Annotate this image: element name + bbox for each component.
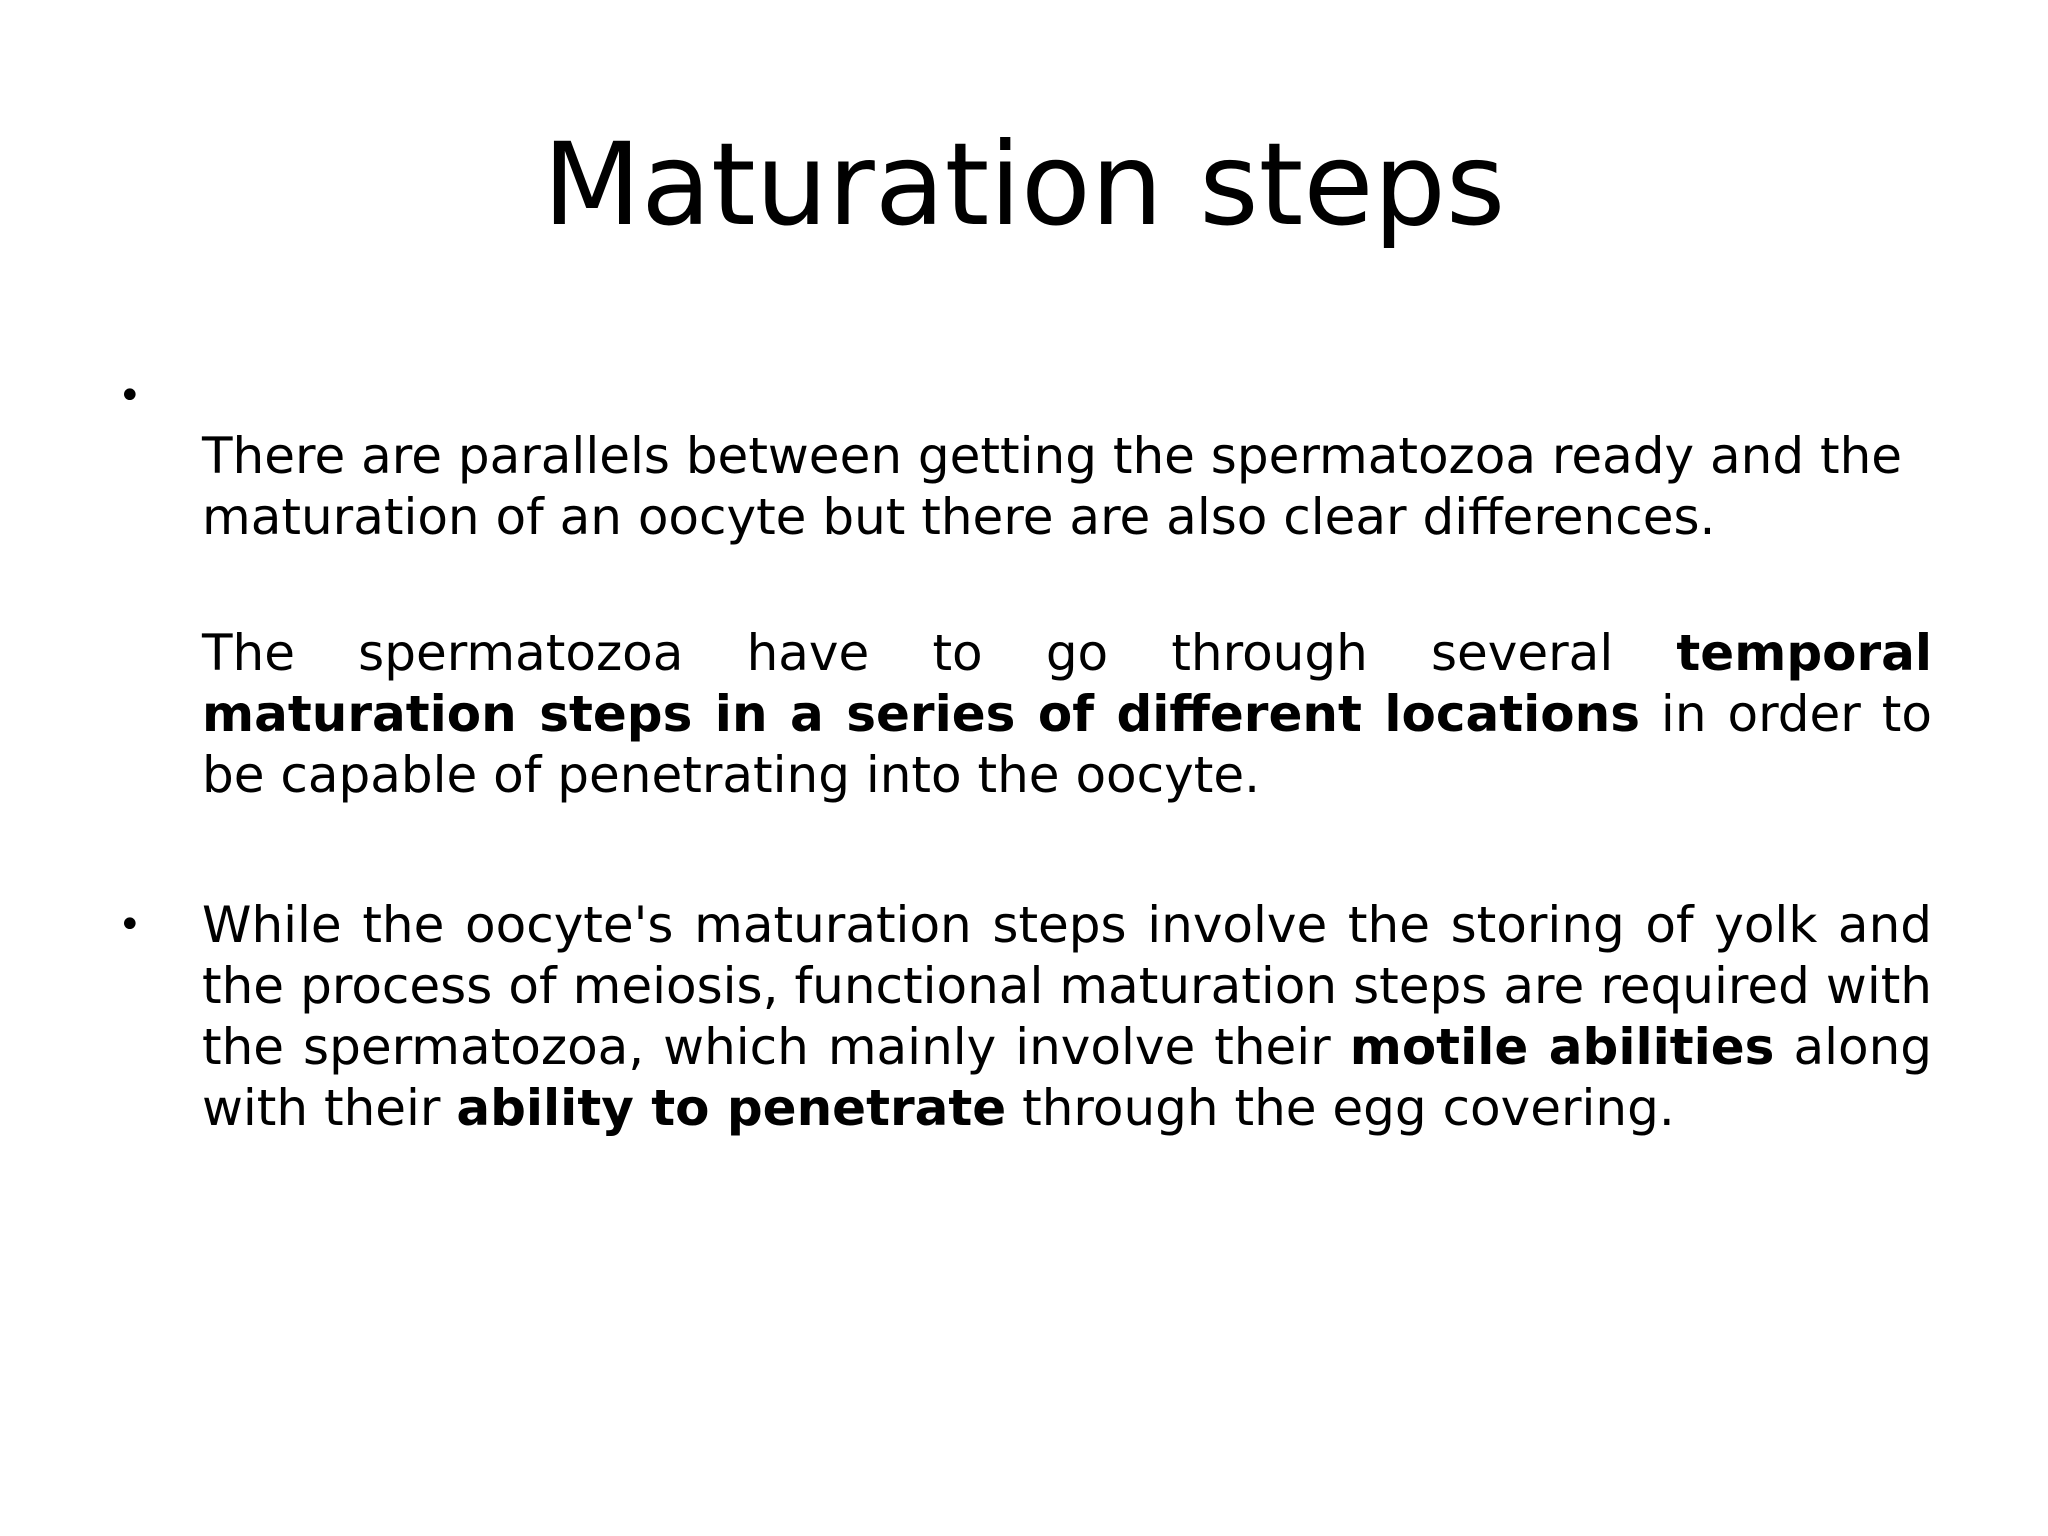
paragraph-oocyte-vs-sperm	[202, 895, 1932, 1139]
slide-title: Maturation steps	[542, 118, 1506, 251]
bold-text-segment: temporal maturation steps in a series of different locations	[202, 624, 1932, 743]
bullet-marker: •	[118, 373, 142, 419]
paragraph-temporal-steps	[202, 623, 1932, 806]
text-segment: While the oocyte's maturation steps involve the storing of yolk and the process of meiosis, functional maturation steps are required with the spermatozoa, which mainly involve their	[202, 896, 1932, 1076]
text-segment: There are parallels between getting the spermatozoa ready and the maturation of an oocyte but there are also clear differences.	[202, 427, 1903, 546]
text-segment: through the egg covering.	[1006, 1079, 1675, 1137]
bold-text-segment: motile abilities	[1349, 1018, 1775, 1076]
bold-text-segment: ability to penetrate	[456, 1079, 1007, 1137]
bullet-marker: •	[118, 902, 142, 948]
text-segment: in order to be capable of penetrating into the oocyte.	[202, 685, 1932, 804]
text-segment: The spermatozoa have to go through several	[202, 624, 1677, 682]
text-segment: along with their	[202, 1018, 1932, 1137]
paragraph-parallels	[202, 426, 1932, 548]
